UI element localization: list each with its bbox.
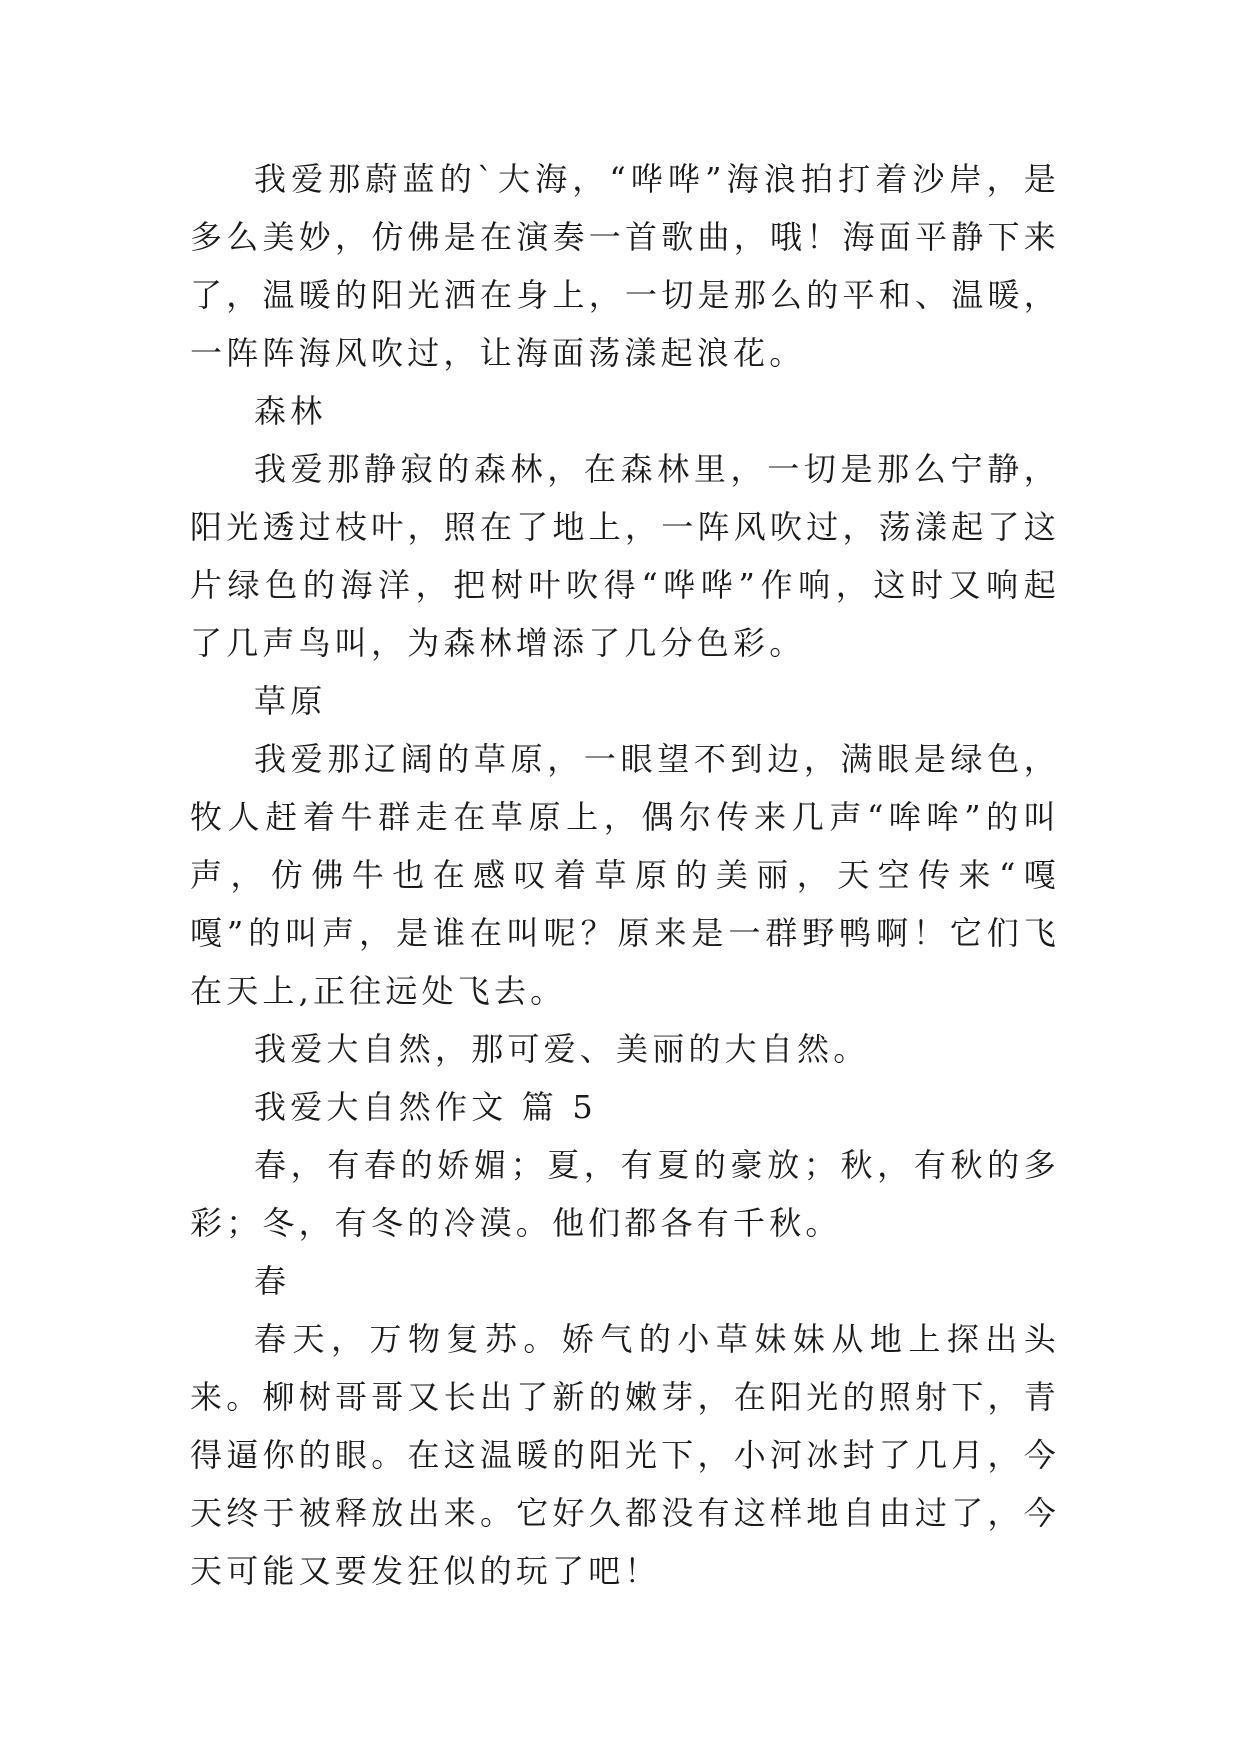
paragraph-sea: 我爱那蔚蓝的`大海，“哗哗”海浪拍打着沙岸，是多么美妙，仿佛是在演奏一首歌曲，哦！海面平静下来了，温暖的阳光洒在身上，一切是那么的平和、温暖，一阵阵海风吹过，让海面荡漾起浪花。 (190, 160, 1060, 372)
paragraph-spring: 春天，万物复苏。娇气的小草妹妹从地上探出头来。柳树哥哥又长出了新的嫩芽，在阳光的照射下，青得逼你的眼。在这温暖的阳光下，小河冰封了几月，今天终于被释放出来。它好久都没有这样地自由过了，今天可能又要发狂似的玩了吧！ (190, 1320, 1060, 1590)
paragraph-seasons-intro: 春，有春的娇媚；夏，有夏的豪放；秋，有秋的多彩；冬，有冬的冷漠。他们都各有千秋。 (190, 1146, 1060, 1242)
section-heading-grassland: 草原 (254, 682, 327, 720)
section-heading-spring: 春 (254, 1262, 291, 1300)
paragraph-grassland: 我爱那辽阔的草原，一眼望不到边，满眼是绿色，牧人赶着牛群走在草原上，偶尔传来几声“哞哞”的叫声，仿佛牛也在感叹着草原的美丽，天空传来“嘎嘎”的叫声，是谁在叫呢？原来是一群野鸭啊！它们飞在天上,正往远处飞去。 (190, 740, 1060, 1010)
paragraph-forest: 我爱那静寂的森林，在森林里，一切是那么宁静，阳光透过枝叶，照在了地上，一阵风吹过，荡漾起了这片绿色的海洋，把树叶吹得“哗哗”作响，这时又响起了几声鸟叫，为森林增添了几分色彩。 (190, 450, 1060, 662)
paragraph-conclusion: 我爱大自然，那可爱、美丽的大自然。 (254, 1030, 870, 1068)
essay-title: 我爱大自然作文 篇 5 (254, 1088, 597, 1126)
section-heading-forest: 森林 (254, 392, 327, 430)
document-body (190, 150, 1060, 1600)
